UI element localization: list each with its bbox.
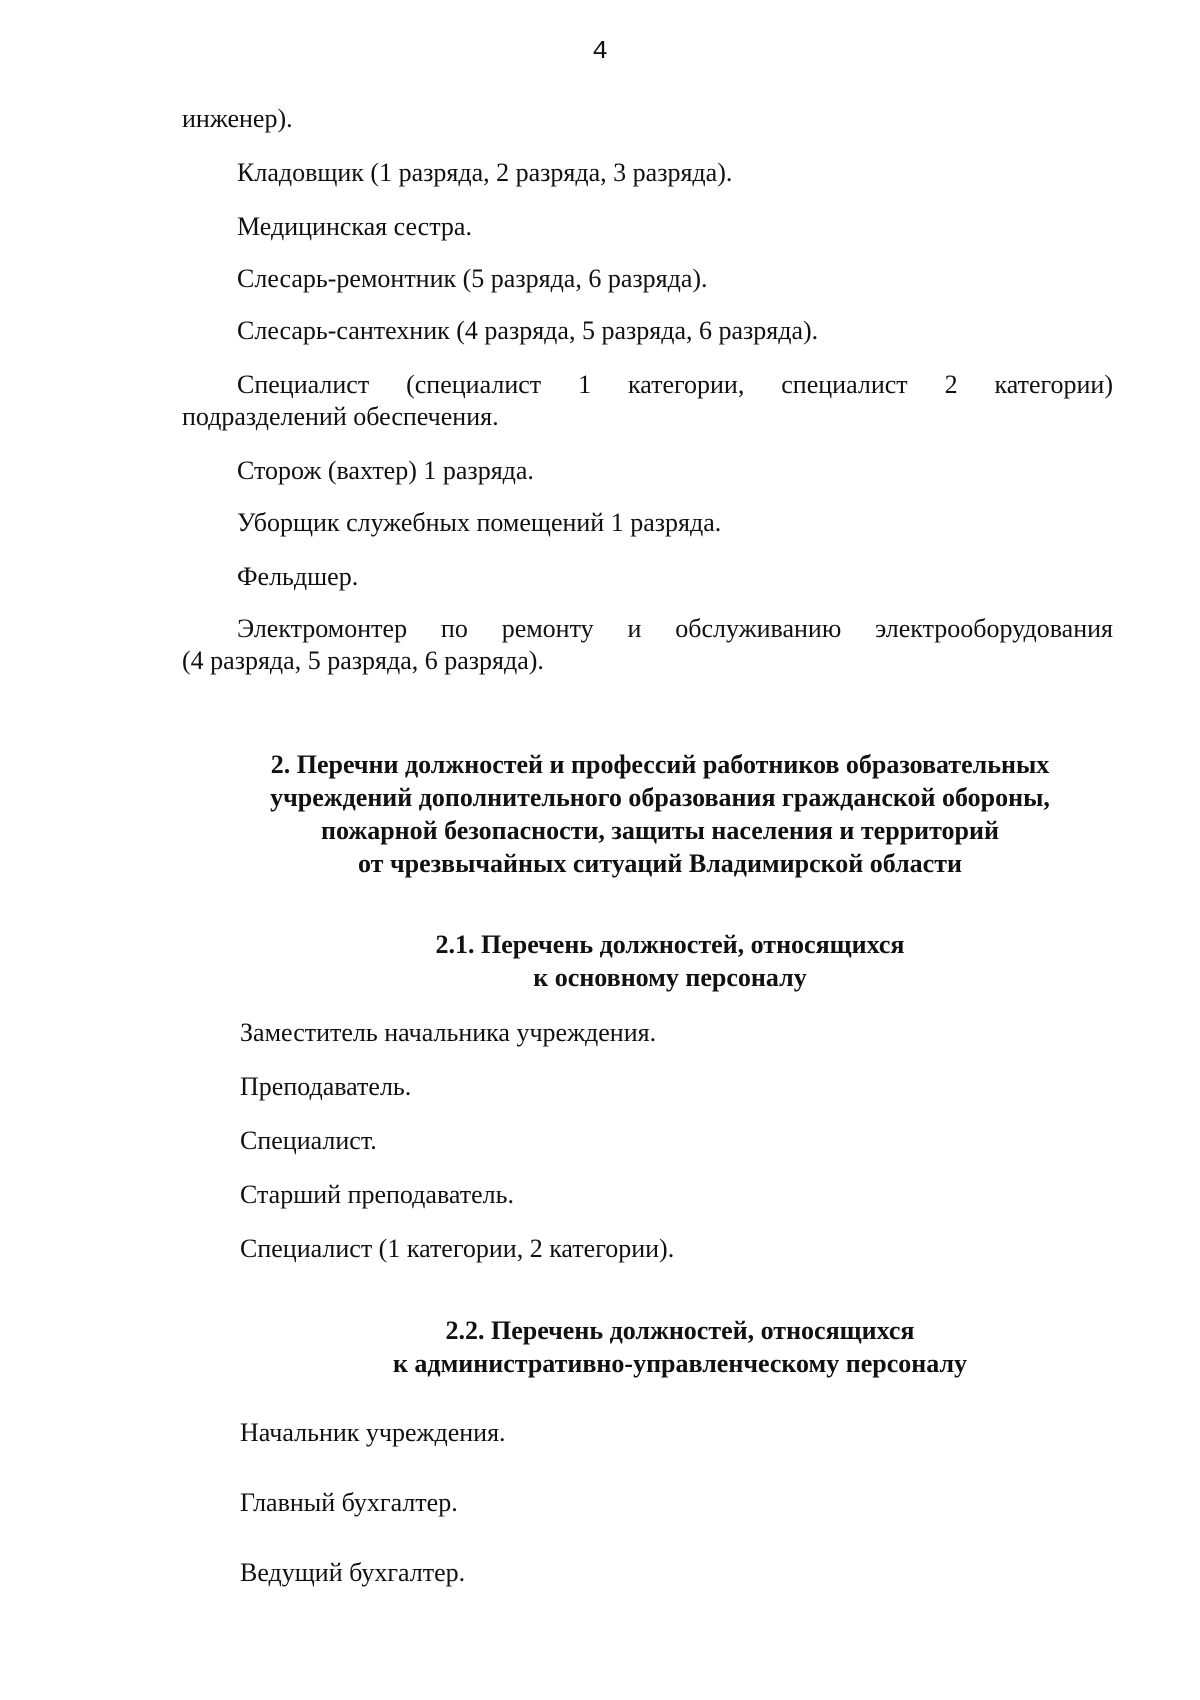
- list-item: Специалист (1 категории, 2 категории).: [240, 1234, 675, 1263]
- list-item: Уборщик служебных помещений 1 разряда.: [237, 508, 722, 537]
- list-item: Специалист.: [240, 1126, 377, 1155]
- list-item: Начальник учреждения.: [240, 1418, 506, 1447]
- page-number: 4: [592, 36, 608, 66]
- heading-line: к основному персоналу: [533, 963, 807, 992]
- list-item-continuation: подразделений обеспечения.: [182, 402, 499, 431]
- list-item: Медицинская сестра.: [237, 212, 472, 241]
- heading-line: от чрезвычайных ситуаций Владимирской области: [358, 849, 962, 878]
- heading-line: 2.1. Перечень должностей, относящихся: [435, 930, 905, 959]
- list-item: Главный бухгалтер.: [240, 1488, 458, 1517]
- list-item: Слесарь-сантехник (4 разряда, 5 разряда, 6 разряда).: [237, 316, 819, 345]
- heading-line: 2.2. Перечень должностей, относящихся: [445, 1316, 915, 1345]
- list-item: Специалист (специалист 1 категории, специалист 2 категории): [237, 370, 1113, 399]
- section-2-heading: [180, 748, 1140, 880]
- heading-line: к административно-управленческому персоналу: [392, 1349, 968, 1378]
- heading-line: учреждений дополнительного образования гражданской обороны,: [270, 783, 1050, 812]
- heading-line: пожарной безопасности, защиты населения и территорий: [321, 816, 999, 845]
- list-item: Электромонтер по ремонту и обслуживанию электрооборудования: [237, 614, 1113, 643]
- list-item: Фельдшер.: [237, 562, 359, 591]
- list-item: Старший преподаватель.: [240, 1180, 514, 1209]
- list-item: Слесарь-ремонтник (5 разряда, 6 разряда).: [237, 264, 708, 293]
- list-item: Заместитель начальника учреждения.: [240, 1018, 657, 1047]
- continuation-line: инженер).: [182, 104, 293, 133]
- list-item: Сторож (вахтер) 1 разряда.: [237, 456, 534, 485]
- section-2-1-heading: [330, 928, 1010, 994]
- list-item: Ведущий бухгалтер.: [240, 1558, 466, 1587]
- list-item: Кладовщик (1 разряда, 2 разряда, 3 разряда).: [237, 158, 733, 187]
- heading-line: 2. Перечни должностей и профессий работников образовательных: [270, 750, 1050, 779]
- list-item-continuation: (4 разряда, 5 разряда, 6 разряда).: [182, 646, 544, 675]
- section-2-2-heading: [330, 1314, 1030, 1380]
- list-item: Преподаватель.: [240, 1072, 412, 1101]
